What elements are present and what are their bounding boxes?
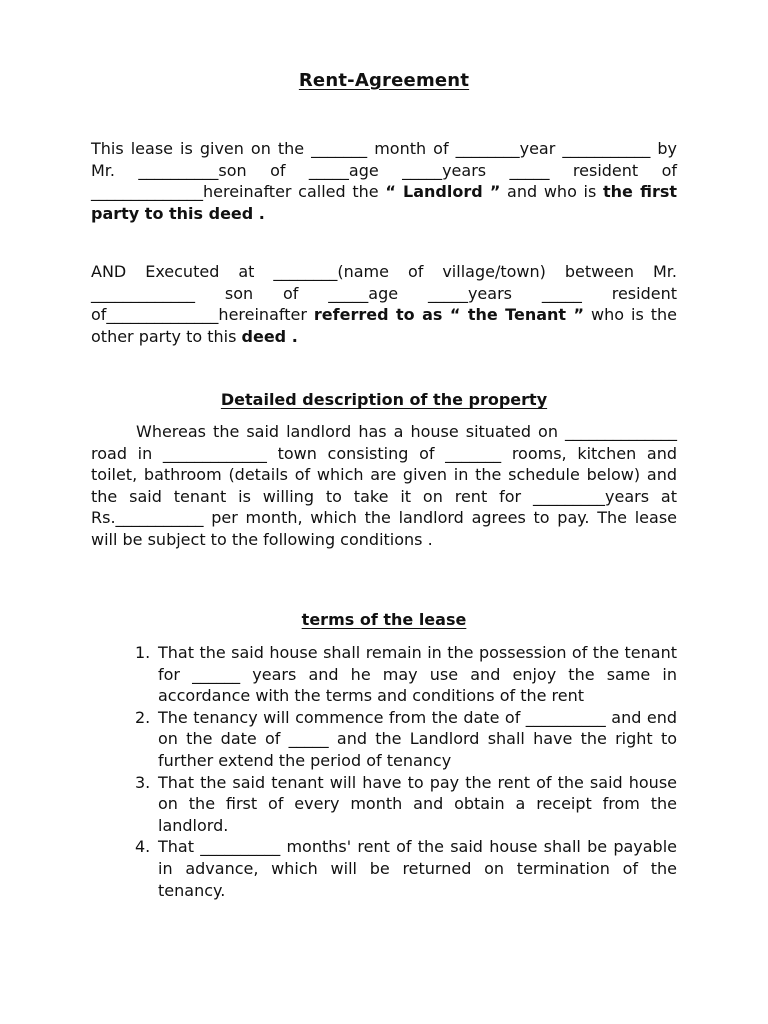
property-description-paragraph [91,421,677,551]
list-item-text: The tenancy will commence from the date of __________ and end on the date of _____ and the Landlord shall have the right to further extend the period of tenancy [158,707,677,770]
list-item [91,772,677,837]
executed-text-b: who is the other party to this [91,305,678,346]
list-item [91,642,677,707]
list-item-text: That the said tenant will have to pay the rent of the said house on the first of every month and obtain a receipt from the landlord. [158,772,677,835]
list-item-number: 1. [135,643,151,662]
intro-text-a: This lease is given on the _______ month of ________year ___________ by Mr. __________son of _____age _____years _____ resident of ______________hereinafter called the [91,139,677,202]
list-item-text: That the said house shall remain in the possession of the tenant for ______ years and he may use and enjoy the same in accordance with the terms and conditions of the rent [158,643,677,706]
tenant-label: referred to as “ the Tenant ” [313,305,585,325]
list-item-number: 2. [135,707,151,727]
lease-intro-paragraph [91,138,677,224]
list-item-number: 3. [135,772,151,792]
terms-list [91,642,677,901]
deed-label: deed . [241,326,298,346]
executed-text-a: AND Executed at ________(name of village/town) between Mr. _____________ son of _____age _____years _____ resident of______________hereinafter [91,262,677,325]
property-description-heading: Detailed description of the property [220,390,548,409]
list-item [91,707,677,772]
document-title: Rent-Agreement [298,70,470,91]
terms-heading: terms of the lease [301,610,467,629]
intro-text-b: and who is [500,182,604,202]
executed-paragraph [91,261,677,347]
list-item-number: 4. [135,837,151,857]
list-item [91,836,677,901]
landlord-label: “ Landlord ” [385,182,501,202]
list-item-text: That __________ months' rent of the said house shall be payable in advance, which will be returned on termination of the tenancy. [158,837,677,900]
first-party-label: the first party to this deed . [91,182,678,223]
property-description-text: Whereas the said landlord has a house situated on ______________ road in _____________ town consisting of _______ rooms, kitchen and toilet, bathroom (details of which are given in the schedule below) and the said tenant is willing to take it on rent for _________years at Rs.___________ per month, which the landlord agrees to pay. The lease will be subject to the following conditions . [91,422,677,549]
